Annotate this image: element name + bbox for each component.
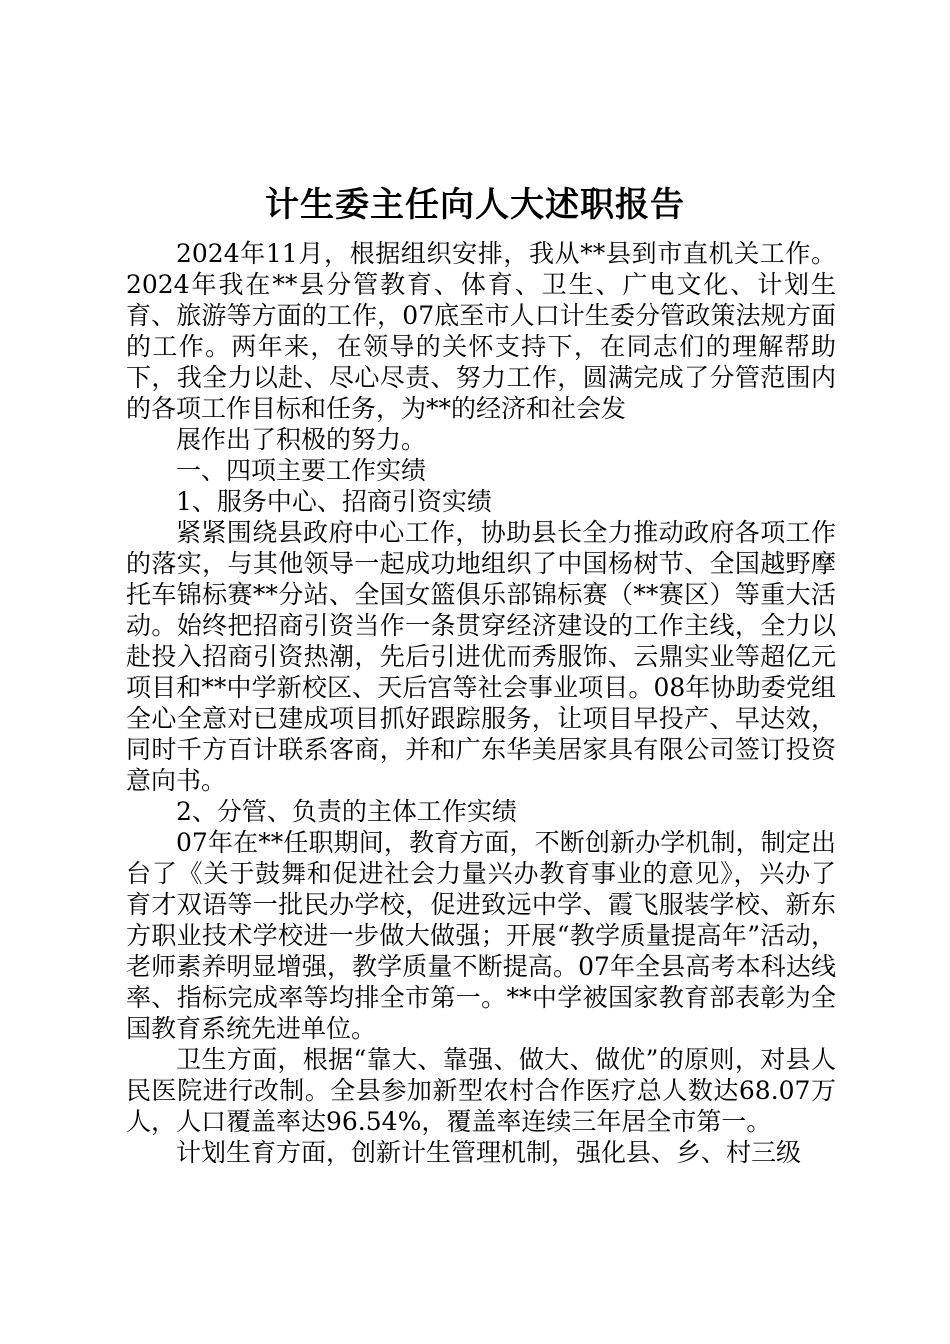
paragraph-family-planning: 计划生育方面，创新计生管理机制，强化县、乡、村三级	[176, 1138, 802, 1167]
paragraph-health: 卫生方面，根据“靠大、靠强、做大、做优”的原则，对县人民医院进行改制。全县参加新型农村合作医疗总人数达68.07万人，人口覆盖率达96.54%，覆盖率连续三年居全市第一。	[126, 1045, 836, 1136]
subsection-heading-1: 1、服务中心、招商引资实绩	[176, 487, 492, 516]
document-body	[126, 238, 836, 1168]
document-title: 计生委主任向人大述职报告	[265, 185, 685, 225]
section-heading: 一、四项主要工作实绩	[176, 456, 427, 485]
subsection-heading-2: 2、分管、负责的主体工作实绩	[176, 797, 517, 826]
paragraph-intro-continued: 展作出了积极的努力。	[176, 425, 427, 454]
paragraph-intro: 2024年11月，根据组织安排，我从**县到市直机关工作。2024年我在**县分管教育、体育、卫生、广电文化、计划生育、旅游等方面的工作，07底至市人口计生委分管政策法规方面的工作。两年来，在领导的关怀支持下，在同志们的理解帮助下，我全力以赴、尽心尽责、努力工作，圆满完成了分管范围内的各项工作目标和任务，为**的经济和社会发	[126, 239, 836, 423]
paragraph-education: 07年在**任职期间，教育方面，不断创新办学机制，制定出台了《关于鼓舞和促进社会力量兴办教育事业的意见》，兴办了育才双语等一批民办学校，促进致远中学、霞飞服装学校、新东方职业技术学校进一步做大做强；开展“教学质量提高年”活动，老师素养明显增强，教学质量不断提高。07年全县高考本科达线率、指标完成率等均排全市第一。**中学被国家教育部表彰为全国教育系统先进单位。	[126, 828, 836, 1043]
paragraph-investment: 紧紧围绕县政府中心工作，协助县长全力推动政府各项工作的落实，与其他领导一起成功地组织了中国杨树节、全国越野摩托车锦标赛**分站、全国女篮俱乐部锦标赛（**赛区）等重大活动。始终把招商引资当作一条贯穿经济建设的工作主线，全力以赴投入招商引资热潮，先后引进优而秀服饰、云鼎实业等超亿元项目和**中学新校区、天后宫等社会事业项目。08年协助委党组全心全意对已建成项目抓好跟踪服务，让项目早投产、早达效，同时千方百计联系客商，并和广东华美居家具有限公司签订投资意向书。	[126, 518, 836, 795]
